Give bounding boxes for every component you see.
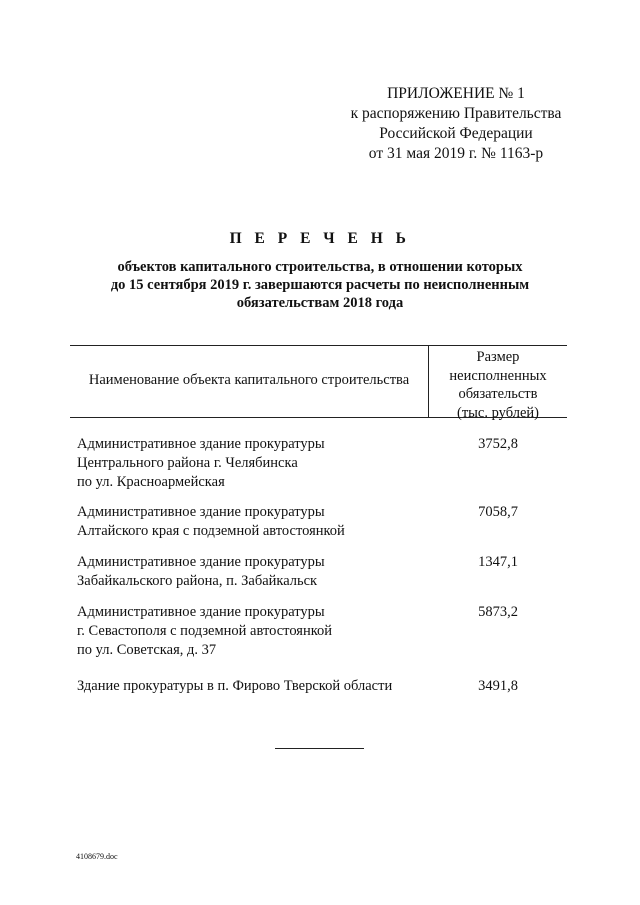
appendix-block: [330, 84, 582, 164]
subtitle-line: обязательствам 2018 года: [236, 295, 404, 311]
object-name-line: по ул. Советская, д. 37: [77, 642, 217, 658]
object-amount: 7058,7: [478, 504, 518, 520]
object-name-line: Центрального района г. Челябинска: [77, 455, 298, 471]
footer-file-name: 4108679.doc: [76, 852, 118, 861]
object-name: [77, 677, 427, 696]
table-top-rule: [70, 345, 567, 346]
appendix-government: Российской Федерации: [379, 125, 533, 142]
column-header-name: Наименование объекта капитального строительства: [88, 372, 410, 388]
object-name: [77, 435, 427, 492]
subtitle-line: до 15 сентября 2019 г. завершаются расчеты по неисполненным: [110, 277, 530, 293]
object-name-line: Административное здание прокуратуры: [77, 504, 325, 520]
object-name: [77, 603, 427, 660]
appendix-order-ref: к распоряжению Правительства: [350, 105, 562, 122]
object-amount: 5873,2: [478, 604, 518, 620]
appendix-date-number: от 31 мая 2019 г. № 1163-р: [368, 145, 544, 162]
object-name: [77, 553, 427, 591]
object-amount: 3752,8: [478, 436, 518, 452]
column-header-amount-line: (тыс. рублей): [457, 404, 539, 421]
column-header-amount: [429, 348, 567, 422]
column-header-amount-line: Размер: [476, 349, 520, 365]
object-name-line: по ул. Красноармейская: [77, 474, 225, 490]
object-name-line: Административное здание прокуратуры: [77, 554, 325, 570]
subtitle-line: объектов капитального строительства, в отношении которых: [117, 259, 523, 275]
appendix-number: ПРИЛОЖЕНИЕ № 1: [387, 85, 525, 102]
column-header-amount-line: обязательств: [458, 386, 538, 402]
object-name-line: Административное здание прокуратуры: [77, 604, 325, 620]
object-name-line: Забайкальского района, п. Забайкальск: [77, 573, 318, 589]
object-name: [77, 503, 427, 541]
object-name-line: Административное здание прокуратуры: [77, 436, 325, 452]
document-title: П Е Р Е Ч Е Н Ь: [229, 230, 411, 247]
object-name-line: Алтайского края с подземной автостоянкой: [77, 523, 345, 539]
document-subtitle: [0, 258, 640, 312]
object-amount: 3491,8: [478, 678, 518, 694]
closing-rule: [275, 748, 364, 749]
object-amount: 1347,1: [478, 554, 518, 570]
column-header-amount-line: неисполненных: [449, 367, 547, 384]
object-name-line: г. Севастополя с подземной автостоянкой: [77, 623, 333, 639]
object-name-line: Здание прокуратуры в п. Фирово Тверской области: [77, 678, 393, 694]
